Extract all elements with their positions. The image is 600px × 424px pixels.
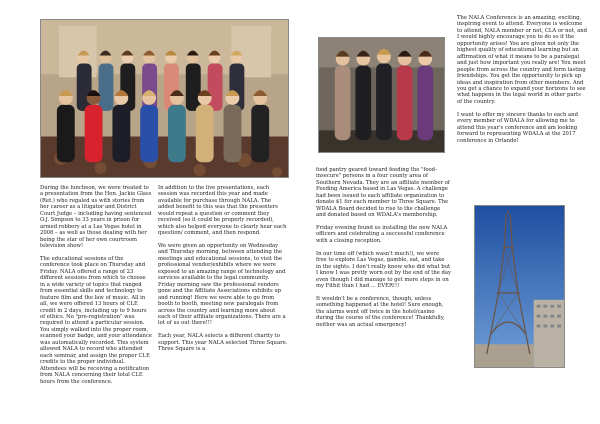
col2-paragraph-3: Each year, NALA selects a different charity to support. This year NALA selected Three Square. Three Square is a [158, 333, 288, 353]
column-2 [158, 185, 288, 410]
column-4 [457, 15, 587, 200]
column-3 [316, 167, 451, 412]
col3-paragraph-3: In our time off (which wasn't much!), we were free to explore Las Vegas, gamble, eat, and take in the sights. I don't really know who did what but I know I was pretty worn out by the end of the day even though I did manage to get more steps in on my Fitbit than I had ... EVER!!! [316, 250, 451, 290]
five-women-photo [318, 37, 445, 153]
col3-paragraph-2: Friday evening found us installing the new NALA officers and celebrating a successful conference with a closing reception. [316, 225, 448, 244]
eiffel-tower-photo [474, 205, 565, 368]
col2-paragraph-1: In addition to the live presentations, each session was recorded this year and made available for purchase through NALA. The added benefit to this was that the presenters would repeat a question or comment they received (so it could be properly recorded), which also helped everyone to clearly hear each question/ comment, and then respond. [158, 185, 287, 237]
col3-paragraph-1: food pantry geared toward feeding the "food-insecure" persons in a four county area of Southern Nevada. They are an affiliate member of Feeding America based in Las Vegas. A challenge had been issued to each affiliate organization to donate $1 for each member to Three Square. The WDALA Board decided to rise to the challenge and donated based on WDALA's membership. [316, 167, 450, 219]
column-1 [40, 185, 152, 410]
col4-paragraph-1: The NALA Conference is an amazing, exciting, inspiring event to attend. Everyone is welcome to attend, NALA member or not, CLA or not, and I would highly encourage you to do so if the opportunity arises! You are given not only the highest quality of educational learning but an affirmation of what it means to be a paralegal and just how important you really are! You meet people from across the country and form lasting friendships. You get the opportunity to pick up ideas and inspiration from other members. And you get a chance to expand your horizons to see what happens in the legal world in other parts of the country. [457, 15, 587, 105]
col2-paragraph-2: We were given an opportunity on Wednesday and Thursday morning, between attending the meetings and educational sessions, to visit the professional vendor/exhibits where we were exposed to an amazing range of technology and services available to the legal community. Friday morning saw the professional vendors gone and the Affiliate Associations exhibits up and running! Here we were able to go from booth to booth, meeting new paralegals from across the country and learning more about each of their affiliate organizations. There are a lot of us out there!!! [158, 243, 286, 327]
group-photo [40, 19, 289, 178]
col3-paragraph-4: It wouldn't be a conference, though, unless something happened at the hotel! Sure enough, the alarms went off twice in the hotel/casino during the course of the conference! Thankfully, neither was an actual emergency! [316, 295, 445, 328]
col4-paragraph-2: I want to offer my sincere thanks to each and every member of WDALA for allowing me to attend this year's conference and am looking forward to representing WDALA at the 2017 conference in Orlando! [457, 111, 578, 144]
col1-paragraph-1: During the luncheon, we were treated to a presentation from the Hon. Jackie Glass (Ret.) who regaled us with stories from her career as a litigator and District Court Judge – including having sentenced O.J. Simpson to 33 years in prison for armed robbery at a Las Vegas hotel in 2008 – as well as those dealing with her being the star of her own courtroom television show! [40, 185, 152, 250]
col1-paragraph-2: The educational sessions of the conference took place on Thursday and Friday. NALA offered a range of 23 different sessions from which to choose in a wide variety of topics that ranged from essential skills and technology to feature film and the law of music. All in all, we were offered 13 hours of CLE credit in 2 days, including up to 9 hours of ethics. No "pre-registration" was required to attend a particular session. You simply walked into the proper room, scanned your badge, and your attendance was automatically recorded. This system allowed NALA to record who attended each seminar, and assign the proper CLE credits to the proper individual. Attendees will be receiving a notification from NALA concerning their total CLE hours from the conference. [40, 255, 152, 385]
